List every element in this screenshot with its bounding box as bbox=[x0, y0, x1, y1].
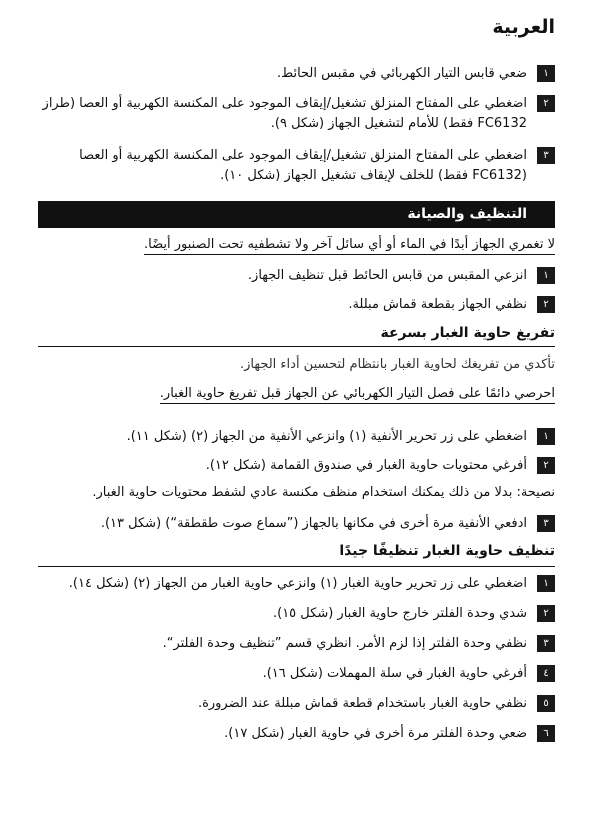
step-number: ١ bbox=[537, 575, 555, 592]
step-text: اضغطي على زر تحرير الأنفية (١) وانزعي الأنفية من الجهاز (٢) (شكل ١١). bbox=[126, 429, 527, 444]
step-number: ٤ bbox=[537, 665, 555, 682]
thorough-step-6 bbox=[35, 724, 555, 744]
section-rule bbox=[38, 346, 555, 347]
step-number: ٣ bbox=[537, 515, 555, 532]
operation-step-2 bbox=[35, 94, 555, 134]
section-rule bbox=[38, 566, 555, 567]
cleaning-step-1 bbox=[35, 266, 555, 286]
step-text: نظفي وحدة الفلتر إذا لزم الأمر. انظري قسم ”تنظيف وحدة الفلتر“. bbox=[162, 636, 527, 651]
thorough-step-2 bbox=[35, 604, 555, 624]
step-text: نظفي الجهاز بقطعة قماش مبللة. bbox=[348, 297, 527, 312]
operation-step-1 bbox=[35, 64, 555, 84]
tip-text: نصيحة: بدلا من ذلك يمكنك استخدام منظف مكنسة عادي لشفط محتويات حاوية الغبار. bbox=[92, 485, 555, 500]
quick-empty-step-3 bbox=[35, 514, 555, 534]
thorough-step-5 bbox=[35, 694, 555, 714]
operation-step-3 bbox=[35, 146, 555, 186]
language-title: العربية bbox=[492, 16, 555, 38]
step-text: اضغطي على المفتاح المنزلق تشغيل/إيقاف الموجود على المكنسة الكهربية أو العصا (طراز FC6132 فقط) للأمام لتشغيل الجهاز (شكل ٩). bbox=[42, 96, 527, 131]
step-text: شدي وحدة الفلتر خارج حاوية الغبار (شكل ١٥). bbox=[272, 606, 527, 621]
step-number: ١ bbox=[537, 267, 555, 284]
step-number: ٣ bbox=[537, 147, 555, 164]
step-number: ٢ bbox=[537, 605, 555, 622]
step-text: انزعي المقبس من قابس الحائط قبل تنظيف الجهاز. bbox=[247, 268, 527, 283]
subheading-quick-empty: تفريغ حاوية الغبار بسرعة bbox=[380, 325, 555, 341]
step-text: اضغطي على زر تحرير حاوية الغبار (١) وانزعي حاوية الغبار من الجهاز (٢) (شكل ١٤). bbox=[68, 576, 527, 591]
quick-empty-step-2 bbox=[35, 456, 555, 476]
step-text: اضغطي على المفتاح المنزلق تشغيل/إيقاف الموجود على المكنسة الكهربية أو العصا (FC6132 فقط) للخلف لإيقاف تشغيل الجهاز (شكل ١٠). bbox=[79, 148, 527, 183]
quick-empty-intro: تأكدي من تفريغك لحاوية الغبار بانتظام لتحسين أداء الجهاز. bbox=[239, 357, 555, 372]
thorough-step-1 bbox=[35, 574, 555, 594]
step-text: أفرغي حاوية الغبار في سلة المهملات (شكل ١٦). bbox=[262, 666, 527, 681]
step-number: ٣ bbox=[537, 635, 555, 652]
step-number: ٥ bbox=[537, 695, 555, 712]
step-number: ١ bbox=[537, 428, 555, 445]
subheading-thorough-clean: تنظيف حاوية الغبار تنظيفًا جيدًا bbox=[339, 543, 555, 559]
thorough-step-3 bbox=[35, 634, 555, 654]
quick-empty-step-1 bbox=[35, 427, 555, 447]
cleaning-warning: لا تغمري الجهاز أبدًا في الماء أو أي سائل آخر ولا تشطفيه تحت الصنبور أيضًا. bbox=[144, 237, 555, 255]
step-number: ٢ bbox=[537, 457, 555, 474]
step-number: ٦ bbox=[537, 725, 555, 742]
thorough-step-4 bbox=[35, 664, 555, 684]
step-text: نظفي حاوية الغبار باستخدام قطعة قماش مبللة عند الضرورة. bbox=[197, 696, 527, 711]
step-text: ادفعي الأنفية مرة أخرى في مكانها بالجهاز (”سماع صوت طقطقة“) (شكل ١٣). bbox=[100, 516, 527, 531]
step-text: ضعي وحدة الفلتر مرة أخرى في حاوية الغبار (شكل ١٧). bbox=[224, 726, 527, 741]
step-number: ٢ bbox=[537, 296, 555, 313]
section-header-cleaning: التنظيف والصيانة bbox=[38, 201, 555, 228]
cleaning-step-2 bbox=[35, 295, 555, 315]
quick-empty-warning: احرصي دائمًا على فصل التيار الكهربائي عن الجهاز قبل تفريغ حاوية الغبار. bbox=[160, 386, 555, 404]
step-number: ١ bbox=[537, 65, 555, 82]
step-text: ضعي قابس التيار الكهربائي في مقبس الحائط. bbox=[276, 66, 527, 81]
step-number: ٢ bbox=[537, 95, 555, 112]
step-text: أفرغي محتويات حاوية الغبار في صندوق القمامة (شكل ١٢). bbox=[205, 458, 527, 473]
